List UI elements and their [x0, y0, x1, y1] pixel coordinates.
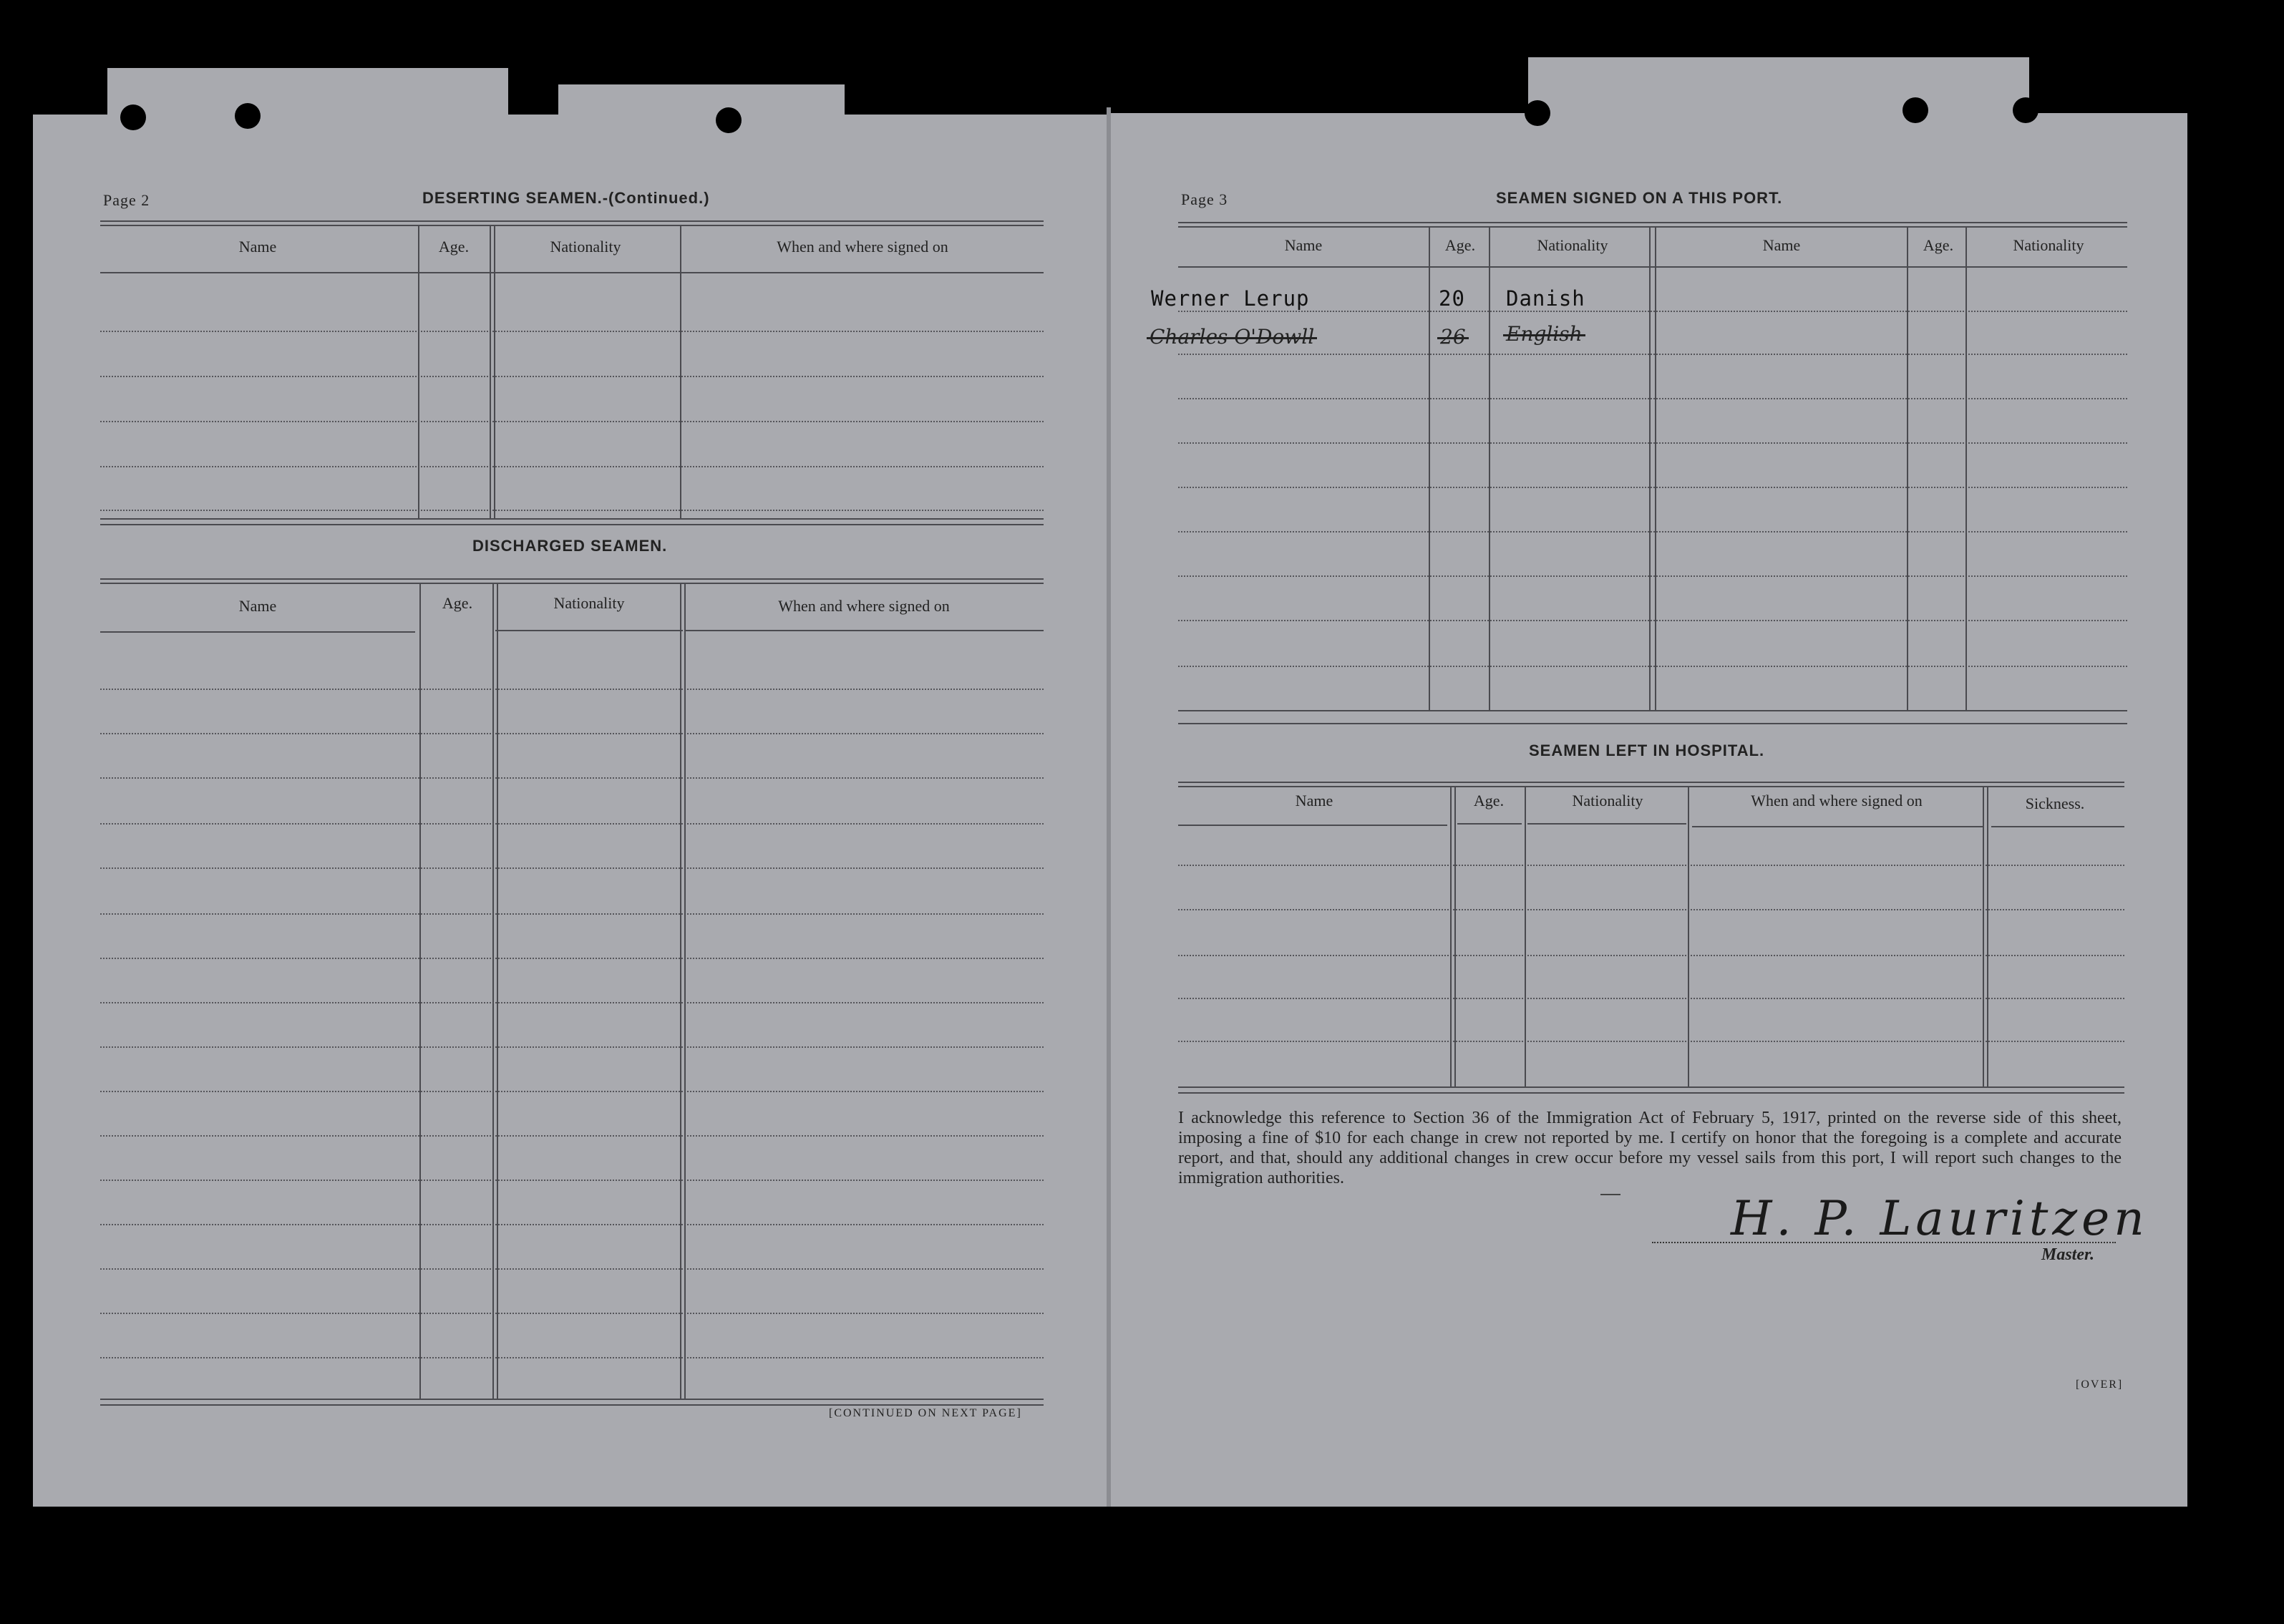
row-line — [1178, 620, 2127, 621]
row-line — [100, 331, 1044, 332]
paper-tab — [1528, 57, 2029, 122]
column-divider — [680, 584, 681, 1400]
row-line — [100, 1268, 1044, 1270]
table-rule — [1178, 723, 2127, 724]
column-header-age: Age. — [1923, 236, 1954, 254]
entry-name: Werner Lerup — [1151, 286, 1310, 311]
row-line — [100, 689, 1044, 690]
struck-entry-name: Charles O'Dowll — [1150, 325, 1315, 349]
header-rule — [495, 630, 683, 631]
master-signature: H. P. Lauritzen — [1731, 1191, 2149, 1246]
row-line — [100, 466, 1044, 467]
row-line — [100, 1180, 1044, 1181]
row-line — [100, 777, 1044, 779]
table-rule — [100, 583, 1044, 584]
row-line — [100, 867, 1044, 869]
column-divider — [1983, 787, 1984, 1088]
entry-age: 20 — [1439, 286, 1465, 311]
column-divider — [680, 226, 681, 518]
punch-hole — [235, 103, 261, 129]
row-line — [100, 1002, 1044, 1003]
column-header-nationality: Nationality — [1572, 792, 1643, 809]
column-divider — [1525, 787, 1526, 1088]
section-title-discharged: DISCHARGED SEAMEN. — [472, 537, 668, 555]
column-header-age: Age. — [1444, 236, 1476, 254]
column-header-signed-on: When and where signed on — [777, 238, 948, 256]
page-number: Page 3 — [1181, 190, 1228, 208]
column-header-age: Age. — [438, 238, 470, 256]
entry-nationality: Danish — [1506, 286, 1585, 311]
row-line — [1178, 666, 2127, 667]
table-rule — [100, 518, 1044, 520]
left-page-sheet — [33, 115, 1109, 1507]
table-rule — [100, 1404, 1044, 1406]
column-header-nationality: Nationality — [550, 238, 621, 256]
table-rule — [1178, 710, 2127, 711]
column-header-nationality: Nationality — [1537, 236, 1608, 254]
column-divider — [418, 226, 419, 518]
acknowledgement-text: I acknowledge this reference to Section 36 of the Immigration Act of February 5, 1917, printed on the reverse side of this sheet, imposing a fine of $10 for each change in crew not reported by me. I certify on honor that the foregoing is a complete and accurate report, and that, should any additional changes in crew occur before my vessel sails from this port, I will report such changes to the immigration authorities. — [1178, 1109, 2122, 1187]
column-divider — [1965, 228, 1967, 711]
column-divider — [1655, 228, 1656, 711]
continued-note: [CONTINUED ON NEXT PAGE] — [829, 1407, 1022, 1419]
header-rule — [100, 631, 415, 633]
signature-line — [1652, 1242, 2116, 1243]
dash-mark — [1600, 1194, 1620, 1195]
column-divider — [419, 584, 421, 1400]
row-line — [1178, 398, 2127, 399]
column-divider — [1429, 228, 1430, 711]
section-title-deserting: DESERTING SEAMEN.-(Continued.) — [422, 189, 710, 207]
header-rule — [1692, 826, 1984, 827]
table-rule — [100, 220, 1044, 222]
header-rule — [1178, 266, 2127, 268]
column-divider — [684, 584, 686, 1400]
column-divider — [1987, 787, 1988, 1088]
column-divider — [1489, 228, 1490, 711]
row-line — [100, 733, 1044, 734]
section-title-signed: SEAMEN SIGNED ON A THIS PORT. — [1496, 189, 1783, 207]
column-divider — [1454, 787, 1456, 1088]
column-divider — [1688, 787, 1689, 1088]
row-line — [100, 510, 1044, 511]
column-header-age: Age. — [1473, 792, 1505, 809]
struck-entry-age: 26 — [1440, 325, 1466, 349]
page-fold — [1107, 107, 1111, 1507]
column-header-sickness: Sickness. — [2025, 794, 2085, 812]
row-line — [1178, 487, 2127, 488]
master-label: Master. — [2041, 1245, 2095, 1264]
column-header-name: Name — [1284, 236, 1323, 254]
table-rule — [100, 225, 1044, 226]
column-divider — [1450, 787, 1452, 1088]
row-line — [1178, 354, 2127, 355]
row-line — [100, 1357, 1044, 1358]
header-rule — [100, 272, 1044, 273]
row-line — [100, 913, 1044, 915]
over-note: [OVER] — [2076, 1379, 2124, 1391]
row-line — [100, 823, 1044, 825]
page-number: Page 2 — [103, 191, 150, 209]
column-divider — [1649, 228, 1651, 711]
table-rule — [100, 578, 1044, 580]
column-header-name: Name — [238, 597, 277, 615]
table-rule — [1178, 782, 2124, 783]
punch-hole — [120, 104, 146, 130]
column-divider — [490, 226, 491, 518]
punch-hole — [1902, 97, 1928, 123]
column-header-name: Name — [1295, 792, 1333, 809]
row-line — [100, 421, 1044, 422]
table-rule — [1178, 1092, 2124, 1094]
row-line — [1178, 531, 2127, 533]
header-rule — [1457, 823, 1522, 825]
row-line — [100, 1046, 1044, 1048]
table-rule — [100, 1399, 1044, 1400]
column-divider — [497, 584, 498, 1400]
header-rule — [1991, 826, 2124, 827]
row-line — [100, 958, 1044, 959]
torn-paper-edge — [107, 68, 508, 125]
header-rule — [684, 630, 1044, 631]
table-rule — [1178, 226, 2127, 228]
column-header-signed-on: When and where signed on — [1751, 792, 1923, 809]
column-header-signed-on: When and where signed on — [778, 597, 950, 615]
struck-entry-nationality: English — [1506, 322, 1583, 346]
torn-paper-edge — [558, 84, 845, 127]
column-divider — [492, 584, 494, 1400]
table-rule — [100, 524, 1044, 525]
column-header-age: Age. — [442, 594, 473, 612]
section-title-hospital: SEAMEN LEFT IN HOSPITAL. — [1529, 742, 1765, 759]
row-line — [100, 1135, 1044, 1137]
row-line — [100, 1091, 1044, 1092]
column-divider — [494, 226, 495, 518]
column-divider — [1907, 228, 1908, 711]
column-header-nationality: Nationality — [2013, 236, 2084, 254]
row-line — [100, 1224, 1044, 1225]
column-header-nationality: Nationality — [553, 594, 625, 612]
row-line — [100, 376, 1044, 377]
row-line — [1178, 575, 2127, 577]
punch-hole — [716, 107, 742, 133]
header-rule — [1178, 825, 1447, 826]
punch-hole — [2013, 97, 2038, 123]
header-rule — [1527, 823, 1686, 825]
column-header-name: Name — [238, 238, 277, 256]
row-line — [1178, 442, 2127, 444]
row-line — [1178, 311, 2127, 312]
row-line — [100, 1313, 1044, 1314]
table-rule — [1178, 222, 2127, 223]
punch-hole — [1525, 100, 1550, 126]
column-header-name: Name — [1762, 236, 1801, 254]
